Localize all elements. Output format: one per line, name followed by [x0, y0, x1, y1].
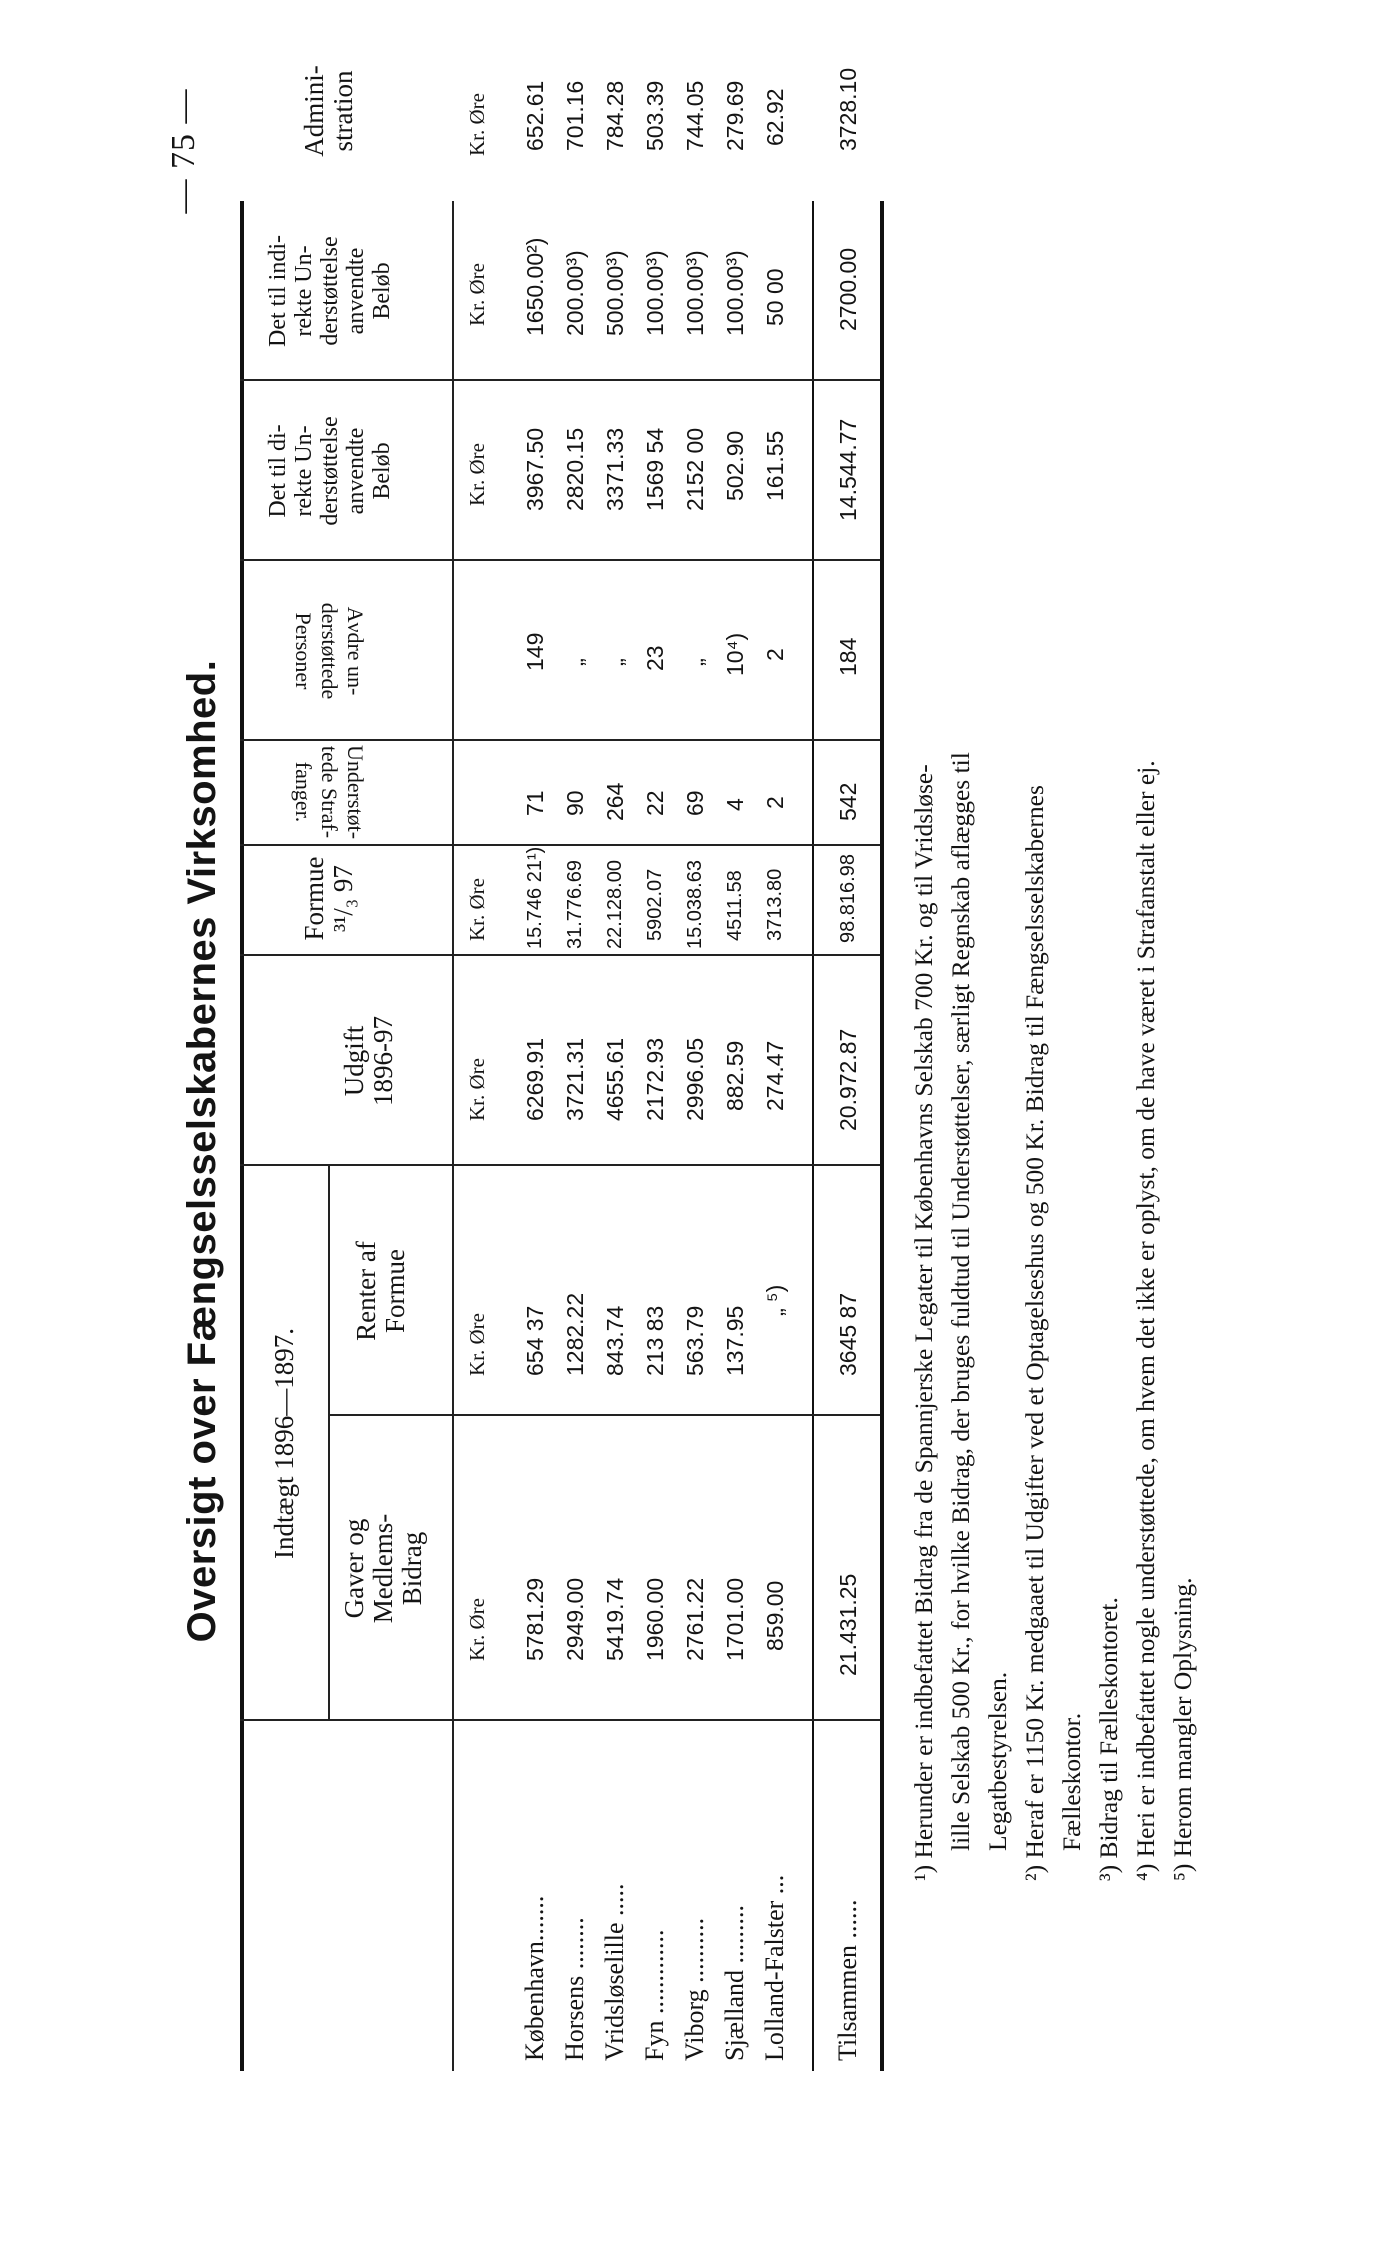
- total-renter: 3645 87: [835, 1292, 861, 1376]
- cell-formue: 3713.80: [764, 868, 786, 941]
- cell-gaver: 859.00: [762, 1580, 788, 1651]
- cell-strafanger: 2: [762, 796, 788, 809]
- total-formue: 98.816.98: [837, 854, 859, 943]
- header-direkte: Det til di- rekte Un- derstøttelse anvendte Beløb: [265, 416, 395, 526]
- cell-udgift: 6269.91: [522, 1037, 548, 1121]
- unit-administration: Kr. Øre: [465, 93, 489, 156]
- cell-personer: „: [562, 658, 588, 666]
- total-indirekte: 2700.00: [835, 247, 861, 331]
- cell-indirekte: 100.00³): [682, 250, 708, 336]
- cell-udgift: 274.47: [762, 1040, 788, 1111]
- footnote-2: ²) Heraf er 1150 Kr. medgaaet til Udgifter ved et Optagelseshus og 500 Kr. Bidrag til Fængselsselskabernes: [1020, 785, 1049, 1881]
- cell-personer: 2: [762, 648, 788, 661]
- cell-direkte: 2152 00: [682, 427, 708, 511]
- total-strafanger: 542: [835, 782, 861, 821]
- total-gaver: 21.431.25: [835, 1573, 861, 1676]
- total-label: Tilsammen ......: [833, 1899, 862, 2061]
- cell-administration: 701.16: [562, 80, 588, 151]
- cell-strafanger: 69: [682, 790, 708, 816]
- footnote-4: ⁴) Heri er indbefattet nogle understøttede, om hvem det ikke er oplyst, om de have været i Strafanstalt eller ej.: [1131, 760, 1160, 1881]
- cell-gaver: 5419.74: [602, 1577, 628, 1661]
- cell-strafanger: 4: [722, 798, 748, 811]
- footnotes: ¹) Herunder er indbefattet Bidrag fra de Spannjerske Legater til Københavns Selskab 700 Kr. og til Vridsløse- lille Selskab 500 Kr., for hvilke Bidrag, der bruges fuldtud til Understøttelser, særligt Regnskab aflægges til Legatbestyrelsen. ²) Heraf er 1150 Kr. medgaaet til Udgifter ved et Optagelseshus og 500 Kr. Bidrag til Fængselsselskabernes Fælleskontor. ³) Bidrag til Fælleskontoret. ⁴) Heri er indbefattet nogle understøttede, om hvem det ikke er oplyst, om de have været i Strafanstalt eller ej. ⁵) Herom mangler Oplysning.: [905, 1, 1201, 1881]
- header-understottede-strafanger: Understøt- tede Straf- fanger.: [291, 744, 368, 840]
- table-top-rule: [240, 201, 244, 2071]
- cell-personer: „: [682, 658, 708, 666]
- header-renter: Renter af Formue: [351, 1241, 410, 1341]
- unit-renter: Kr. Øre: [465, 1313, 489, 1376]
- total-divider: [812, 201, 814, 2071]
- header-andre-personer: Aνdre un- derstøttede Personer: [291, 602, 368, 700]
- cell-formue: 15.038.63: [684, 860, 706, 949]
- unit-indirekte: Kr. Øre: [465, 263, 489, 326]
- cell-indirekte: 100.00³): [722, 250, 748, 336]
- cell-administration: 784.28: [602, 80, 628, 151]
- cell-renter: „ ⁵): [762, 1284, 788, 1316]
- col-divider: [328, 1414, 880, 1416]
- unit-gaver: Kr. Øre: [465, 1598, 489, 1661]
- unit-formue: Kr. Øre: [465, 878, 489, 941]
- header-formue: Formue ³¹/₃ 97: [299, 856, 358, 941]
- cell-direkte: 502.90: [722, 430, 748, 501]
- row-name: Viborg ..........: [680, 1917, 709, 2061]
- cell-renter: 1282.22: [562, 1292, 588, 1376]
- total-administration: 3728.10: [835, 67, 861, 151]
- header-udgift: Udgift 1896-97: [339, 1016, 398, 1106]
- cell-renter: 563.79: [682, 1305, 708, 1376]
- cell-strafanger: 71: [522, 790, 548, 816]
- cell-udgift: 2172.93: [642, 1037, 668, 1121]
- header-administration: Admini- stration: [299, 65, 358, 157]
- cell-indirekte: 100.00³): [642, 250, 668, 336]
- row-name: Horsens ........: [560, 1917, 589, 2061]
- cell-formue: 5902.07: [644, 868, 666, 941]
- unit-direkte: Kr. Øre: [465, 443, 489, 506]
- cell-administration: 744.05: [682, 80, 708, 151]
- cell-gaver: 5781.29: [522, 1577, 548, 1661]
- col-divider: [240, 1719, 880, 1721]
- cell-formue: 4511.58: [724, 870, 746, 941]
- cell-udgift: 882.59: [722, 1040, 748, 1111]
- cell-formue: 31.776.69: [564, 860, 586, 949]
- cell-udgift: 3721.31: [562, 1037, 588, 1121]
- cell-indirekte: 200.00³): [562, 250, 588, 336]
- col-divider: [240, 379, 880, 381]
- cell-gaver: 2949.00: [562, 1577, 588, 1661]
- row-name: København.......: [520, 1895, 549, 2061]
- cell-administration: 62.92: [762, 88, 788, 146]
- col-divider: [240, 954, 880, 956]
- cell-personer: 149: [522, 632, 548, 671]
- cell-direkte: 3967.50: [522, 427, 548, 511]
- unit-udgift: Kr. Øre: [465, 1058, 489, 1121]
- page-number: — 75 —: [165, 88, 202, 214]
- col-divider: [240, 559, 880, 561]
- header-gaver: Gaver og Medlems- Bidrag: [339, 1513, 427, 1624]
- cell-formue: 15.746 21¹): [524, 846, 546, 949]
- total-personer: 184: [835, 637, 861, 676]
- row-name: Sjælland .........: [720, 1904, 749, 2061]
- header-indirekte: Det til indi- rekte Un- derstøttelse anvendte Beløb: [265, 235, 395, 347]
- cell-direkte: 161.55: [762, 430, 788, 501]
- cell-direkte: 3371.33: [602, 427, 628, 511]
- cell-udgift: 2996.05: [682, 1037, 708, 1121]
- cell-renter: 843.74: [602, 1305, 628, 1376]
- header-indtaegt: Indtægt 1896—1897.: [269, 1328, 299, 1560]
- cell-administration: 279.69: [722, 80, 748, 151]
- cell-gaver: 1701.00: [722, 1577, 748, 1661]
- cell-gaver: 1960.00: [642, 1577, 668, 1661]
- cell-indirekte: 500.00³): [602, 250, 628, 336]
- table-bottom-rule: [880, 201, 884, 2071]
- total-udgift: 20.972.87: [835, 1028, 861, 1131]
- cell-direkte: 1569 54: [642, 427, 668, 511]
- cell-administration: 503.39: [642, 80, 668, 151]
- total-direkte: 14.544.77: [835, 418, 861, 521]
- col-divider: [240, 739, 880, 741]
- footnote-1: ¹) Herunder er indbefattet Bidrag fra de Spannjerske Legater til Københavns Selskab 700 Kr. og til Vridsløse-: [909, 764, 938, 1881]
- cell-administration: 652.61: [522, 80, 548, 151]
- cell-renter: 213 83: [642, 1305, 668, 1376]
- indtaegt-divider: [328, 1166, 330, 1721]
- row-name: Fyn .............: [640, 1929, 669, 2061]
- cell-gaver: 2761.22: [682, 1577, 708, 1661]
- cell-personer: „: [602, 658, 628, 666]
- cell-udgift: 4655.61: [602, 1037, 628, 1121]
- page-title: Oversigt over Fængselsselskabernes Virksomhed.: [180, 659, 224, 1643]
- cell-strafanger: 264: [602, 782, 628, 821]
- cell-indirekte: 50 00: [762, 268, 788, 326]
- row-name: Vridsløselille .....: [600, 1883, 629, 2061]
- header-divider: [452, 201, 454, 2071]
- cell-formue: 22.128.00: [604, 860, 626, 949]
- col-divider: [240, 1164, 880, 1166]
- cell-indirekte: 1650.00²): [522, 237, 548, 336]
- cell-personer: 23: [642, 645, 668, 671]
- cell-direkte: 2820.15: [562, 427, 588, 511]
- row-name: Lolland-Falster ...: [760, 1874, 789, 2061]
- cell-renter: 137.95: [722, 1305, 748, 1376]
- cell-strafanger: 90: [562, 790, 588, 816]
- cell-personer: 10⁴): [722, 632, 748, 676]
- footnote-5: ⁵) Herom mangler Oplysning.: [1168, 1577, 1197, 1881]
- cell-renter: 654 37: [522, 1305, 548, 1376]
- footnote-3: ³) Bidrag til Fælleskontoret.: [1094, 1597, 1123, 1881]
- cell-strafanger: 22: [642, 790, 668, 816]
